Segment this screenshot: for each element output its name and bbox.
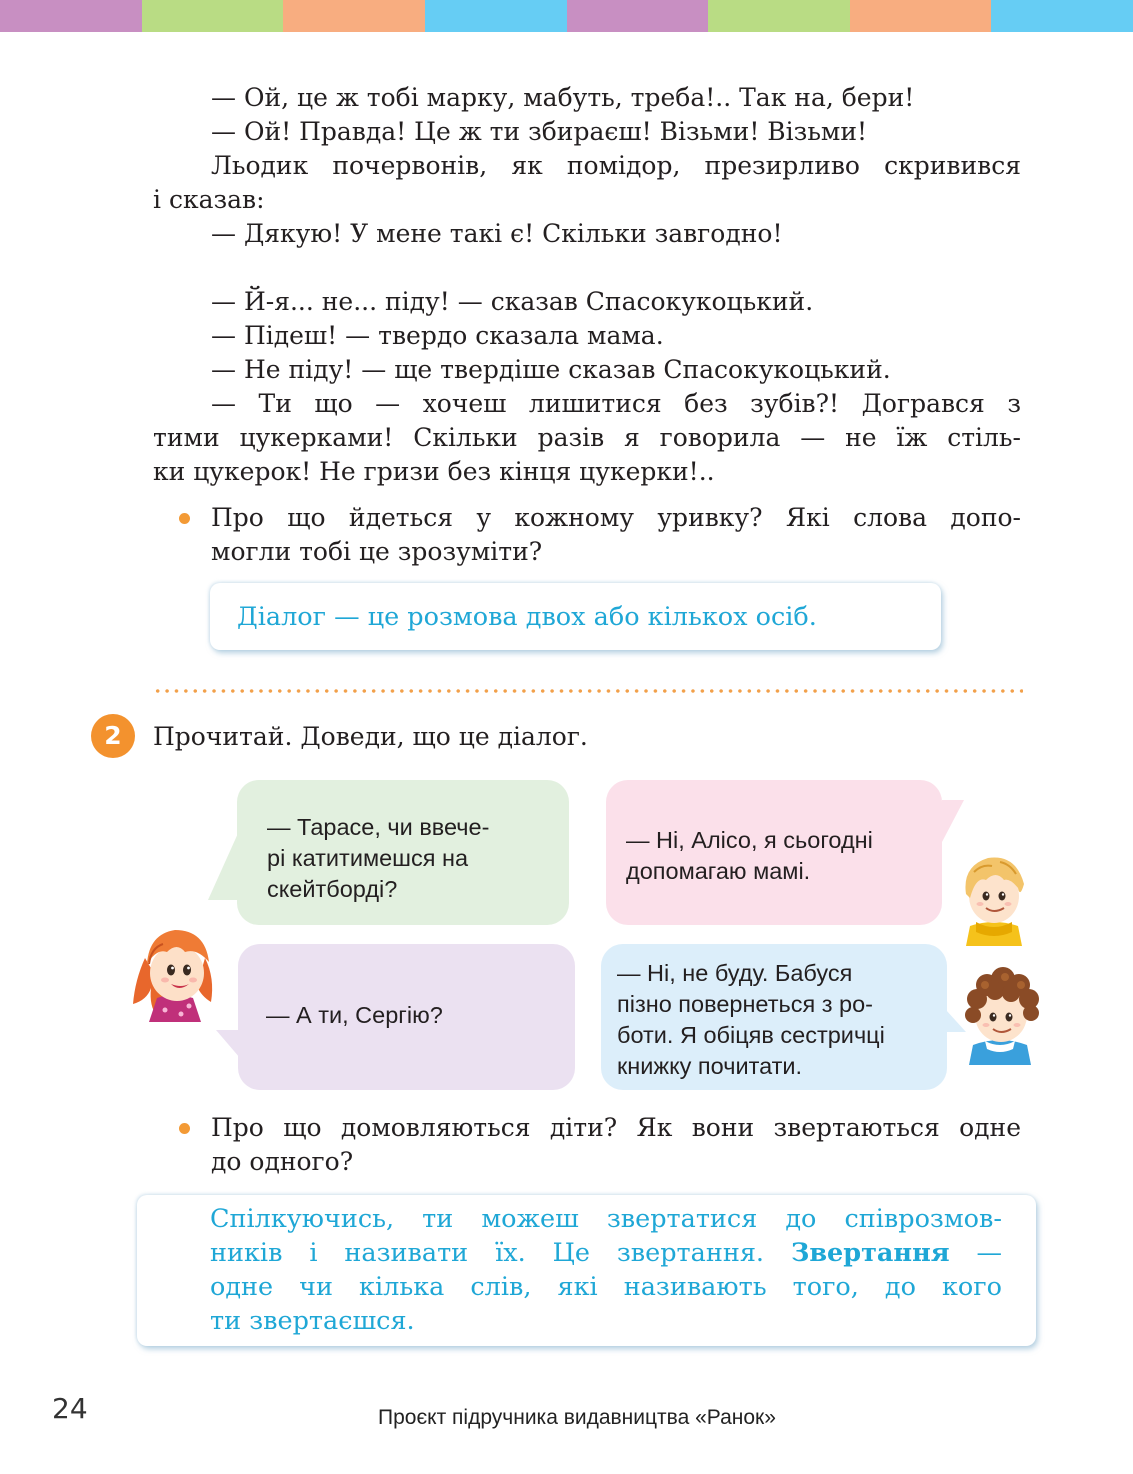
text-line: — Не піду! — ще твердіше сказав Спасокукоцький.	[211, 355, 891, 384]
text-line: і сказав:	[153, 185, 265, 214]
footer-publisher: Проєкт підручника видавництва «Ранок»	[378, 1406, 776, 1429]
bullet-dot-icon	[179, 513, 190, 524]
rule-box-dialog	[210, 583, 941, 650]
text-line: — Підеш! — твердо сказала мама.	[211, 321, 664, 350]
bubble-line: допомагаю мамі.	[626, 858, 811, 884]
strip-segment	[142, 0, 284, 32]
bubble-tail	[208, 820, 244, 900]
bubble-line: рі катитимешся на	[267, 845, 469, 871]
strip-segment	[425, 0, 567, 32]
text-line: — Й-я... не... піду! — сказав Спасокукоцький.	[211, 287, 814, 316]
bubble-line: — Ні, Алісо, я сьогодні	[626, 827, 873, 853]
page-number: 24	[52, 1392, 88, 1425]
strip-segment	[0, 0, 142, 32]
bullet-dot-icon	[179, 1123, 190, 1134]
rule-text	[210, 1236, 1002, 1270]
bubble-tail	[942, 800, 964, 842]
rule-text: одне чи кілька слів, які називають того, до кого	[210, 1272, 1002, 1302]
top-color-strip	[0, 0, 1133, 32]
speech-bubble-alice-2	[238, 944, 575, 1090]
rule-box-address	[137, 1195, 1036, 1346]
bubble-line: книжку почитати.	[617, 1053, 803, 1079]
rule-text: ти звертаєшся.	[210, 1306, 415, 1336]
task-number-badge: 2	[91, 714, 135, 758]
rule-text-part: ників і називати їх. Це звертання.	[210, 1238, 765, 1268]
task-instruction: Прочитай. Доведи, що це діалог.	[153, 722, 588, 751]
text-line: — Ой! Правда! Це ж ти збираєш! Візьми! Візьми!	[211, 117, 868, 146]
speech-bubble-taras	[606, 780, 942, 925]
text-line: — Дякую! У мене такі є! Скільки завгодно!	[211, 219, 783, 248]
strip-segment	[991, 0, 1133, 32]
curly-boy-character-icon	[955, 965, 1045, 1065]
bubble-tail	[216, 1030, 240, 1058]
strip-segment	[708, 0, 850, 32]
bubble-line: скейтборді?	[267, 876, 398, 902]
strip-segment	[567, 0, 709, 32]
bubble-line: пізно повернеться з ро-	[617, 991, 873, 1017]
strip-segment	[850, 0, 992, 32]
rule-term-bold: Звертання	[790, 1238, 950, 1268]
text-line: — Ти що — хочеш лишитися без зубів?! Догрався з	[211, 389, 1021, 418]
speech-bubble-alice-1	[237, 780, 569, 925]
girl-character-icon	[127, 918, 219, 1022]
rule-text: Діалог — це розмова двох або кількох осіб.	[237, 602, 817, 632]
question-line: до одного?	[211, 1147, 354, 1176]
text-line: — Ой, це ж тобі марку, мабуть, треба!.. Так на, бери!	[211, 83, 915, 112]
rule-text-part: —	[976, 1238, 1002, 1268]
question-line: Про що йдеться у кожному уривку? Які слова допо-	[211, 503, 1021, 532]
question-line: Про що домовляються діти? Як вони звертаються одне	[211, 1113, 1021, 1142]
bubble-line: — Ні, не буду. Бабуся	[617, 960, 853, 986]
strip-segment	[283, 0, 425, 32]
bubble-line: боти. Я обіцяв сестричці	[617, 1022, 885, 1048]
text-line: тими цукерками! Скільки разів я говорила — не їж стіль-	[153, 423, 1021, 452]
text-line: Льодик почервонів, як помідор, презирливо скривився	[211, 151, 1021, 180]
text-line: ки цукерок! Не гризи без кінця цукерки!..	[153, 457, 715, 486]
rule-text: Спілкуючись, ти можеш звертатися до співрозмов-	[210, 1204, 1002, 1234]
blond-boy-character-icon	[952, 850, 1036, 946]
dotted-separator	[153, 689, 1023, 693]
question-line: могли тобі це зрозуміти?	[211, 537, 543, 566]
speech-bubble-sergiy	[601, 944, 947, 1090]
bubble-line: — А ти, Сергію?	[266, 1002, 443, 1028]
bubble-line: — Тарасе, чи ввече-	[267, 814, 490, 840]
